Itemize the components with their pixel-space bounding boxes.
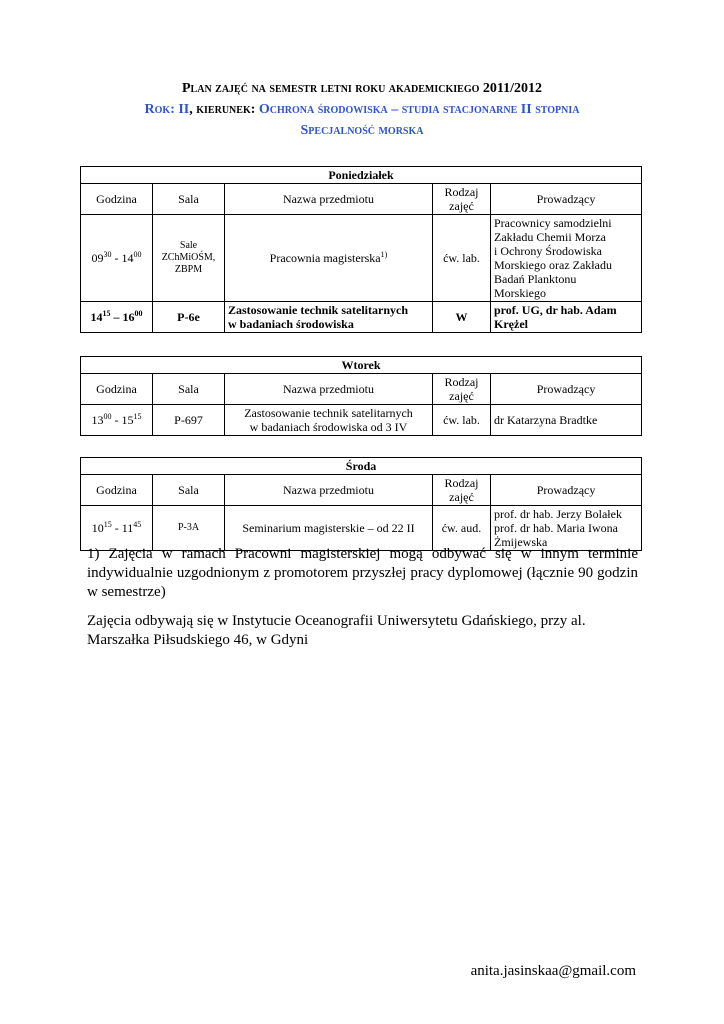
header-row (81, 374, 642, 405)
subject-cell: Seminarium magisterskie – od 22 II (225, 506, 433, 551)
col-header-time: Godzina (81, 475, 153, 506)
table-row (81, 506, 642, 551)
wednesday-schedule-table (80, 457, 642, 551)
col-header-type: Rodzaj zajęć (433, 374, 491, 405)
col-header-teacher: Prowadzący (491, 374, 642, 405)
day-header-wednesday: Środa (81, 458, 642, 475)
title-line-program (0, 99, 724, 120)
col-header-subject: Nazwa przedmiotu (225, 184, 433, 215)
teacher-cell: prof. UG, dr hab. Adam Krężel (491, 302, 642, 333)
title-line-plan: Plan zajęć na semestr letni roku akademickiego 2011/2012 (182, 81, 542, 96)
location-note: Zajęcia odbywają się w Instytucie Oceanografii Uniwersytetu Gdańskiego, przy al. Marszałka Piłsudskiego 46, w Gdyni (87, 613, 586, 648)
subject-cell: Zastosowanie technik satelitarnych w badaniach środowiska od 3 IV (225, 405, 433, 436)
room-cell: P-6e (153, 302, 225, 333)
tuesday-schedule-table (80, 356, 642, 436)
document-title (0, 78, 724, 141)
header-row (81, 184, 642, 215)
day-header-tuesday: Wtorek (81, 357, 642, 374)
year-of-study: Rok: II (144, 102, 190, 117)
type-cell: ćw. lab. (433, 215, 491, 302)
table-row (81, 302, 642, 333)
col-header-teacher: Prowadzący (491, 475, 642, 506)
monday-schedule-table (80, 166, 642, 333)
header-row (81, 475, 642, 506)
time-cell: $13^{00} - 15^{15}$ (81, 405, 153, 436)
col-header-subject: Nazwa przedmiotu (225, 475, 433, 506)
title-line-specialization: Specjalność morska (300, 123, 424, 138)
type-cell: ćw. lab. (433, 405, 491, 436)
col-header-room: Sala (153, 475, 225, 506)
teacher-cell: dr Katarzyna Bradtke (491, 405, 642, 436)
room-cell: Sale ZChMiOŚM, ZBPM (153, 215, 225, 302)
time-cell: $10^{15} - 11^{45}$ (81, 506, 153, 551)
time-cell: $09^{30} - 14^{00}$ (81, 215, 153, 302)
footnote-text: 1) Zajęcia w ramach Pracowni magisterskiej mogą odbywać się w innym terminie indywidualnie uzgodnionym z promotorem przyszłej pracy dyplomowej (łącznie 90 godzin w semestrze) (87, 546, 638, 600)
room-cell: P-697 (153, 405, 225, 436)
type-cell: W (433, 302, 491, 333)
col-header-subject: Nazwa przedmiotu (225, 374, 433, 405)
col-header-type: Rodzaj zajęć (433, 184, 491, 215)
col-header-time: Godzina (81, 374, 153, 405)
subject-cell: Zastosowanie technik satelitarnych w badaniach środowiska (225, 302, 433, 333)
table-row (81, 215, 642, 302)
contact-email: anita.jasinskaa@gmail.com (470, 963, 636, 979)
teacher-cell: Pracownicy samodzielni Zakładu Chemii Morza i Ochrony Środowiska Morskiego oraz Zakładu Badań Planktonu Morskiego (491, 215, 642, 302)
type-cell: ćw. aud. (433, 506, 491, 551)
time-cell: $14^{15} - 16^{00}$ (81, 302, 153, 333)
teacher-cell: prof. dr hab. Jerzy Bolałek prof. dr hab. Maria Iwona Żmijewska (491, 506, 642, 551)
col-header-time: Godzina (81, 184, 153, 215)
col-header-teacher: Prowadzący (491, 184, 642, 215)
table-row (81, 405, 642, 436)
field-of-study: Ochrona środowiska – studia stacjonarne II stopnia (258, 102, 580, 117)
col-header-type: Rodzaj zajęć (433, 475, 491, 506)
col-header-room: Sala (153, 374, 225, 405)
field-label: , kierunek: (189, 102, 259, 117)
room-cell: P-3A (153, 506, 225, 551)
col-header-room: Sala (153, 184, 225, 215)
subject-cell: Pracownia magisterska$^{1)}$ (225, 215, 433, 302)
day-header-monday: Poniedziałek (81, 167, 642, 184)
